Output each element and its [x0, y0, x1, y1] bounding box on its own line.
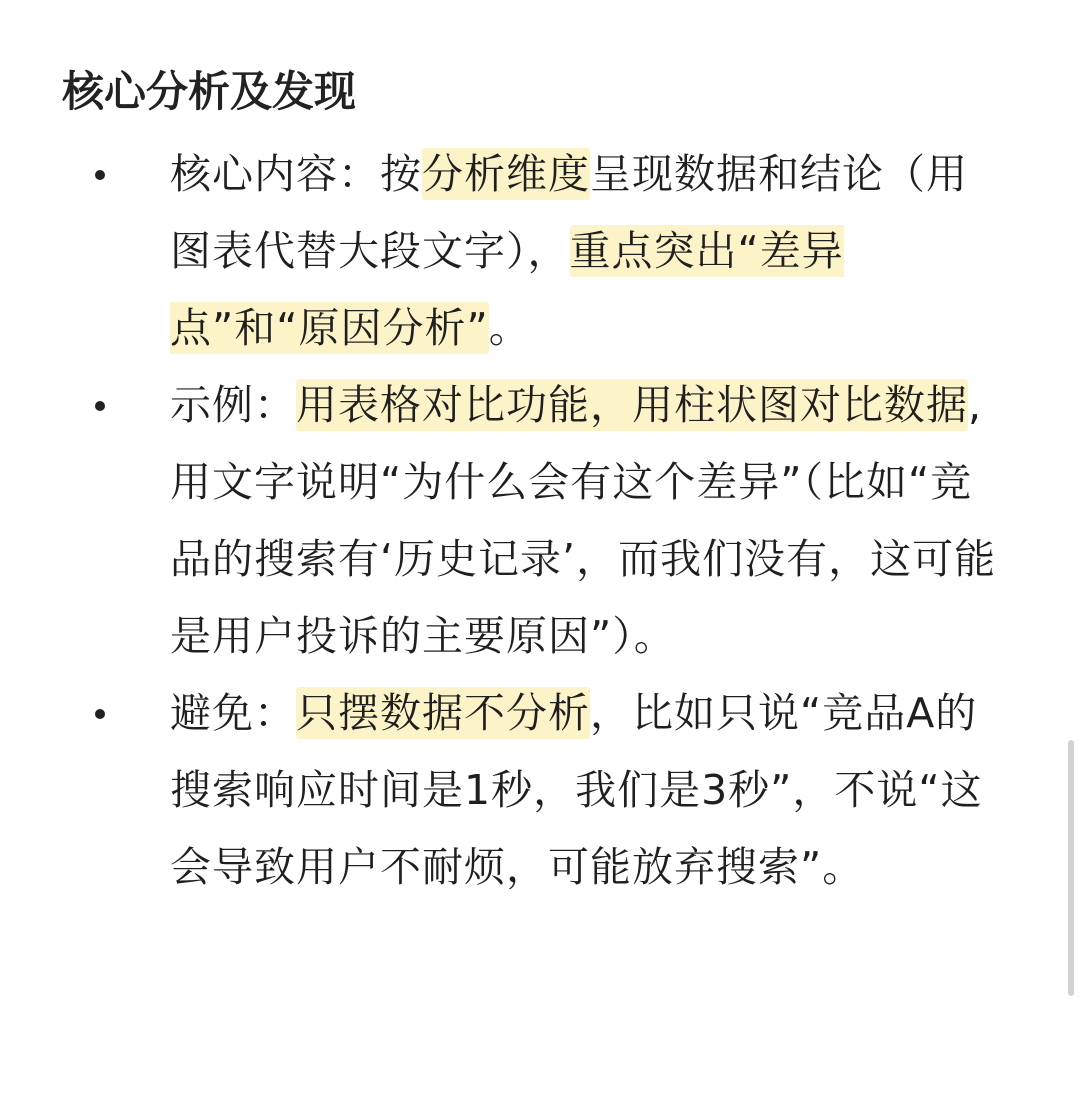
- bullet-list: [0, 136, 1080, 906]
- text-segment: 核心内容：按: [170, 150, 422, 198]
- text-segment: ，比如只说“竞品A的搜索响应时间是1秒，我们是3秒”，不说“这会导致用户不耐烦，可能放弃搜索”。: [170, 689, 983, 891]
- text-segment: ,用文字说明“为什么会有这个差异”（比如“竞品的搜索有‘历史记录’，而我们没有，这可能是用户投诉的主要原因”）。: [170, 381, 997, 660]
- text-segment: 。: [488, 304, 531, 352]
- bullet-dot-icon: [95, 170, 105, 180]
- highlighted-text: 用表格对比功能，用柱状图对比数据: [296, 381, 968, 429]
- text-segment: 避免：: [170, 689, 296, 737]
- section-heading-wrap: [52, 62, 366, 122]
- highlighted-text: 分析维度: [422, 150, 590, 198]
- list-item: [0, 367, 1080, 675]
- highlighted-text: 重点突出“差异点”和“原因分析”: [170, 227, 844, 352]
- list-item: [0, 136, 1080, 367]
- text-segment: 呈现数据和结论（用图表代替大段文字），: [170, 150, 968, 275]
- section-heading: 核心分析及发现: [52, 62, 366, 122]
- bullet-dot-icon: [95, 709, 105, 719]
- list-item: [0, 675, 1080, 906]
- text-segment: 示例：: [170, 381, 296, 429]
- bullet-dot-icon: [95, 401, 105, 411]
- scrollbar-thumb[interactable]: [1068, 740, 1074, 996]
- highlighted-text: 只摆数据不分析: [296, 689, 590, 737]
